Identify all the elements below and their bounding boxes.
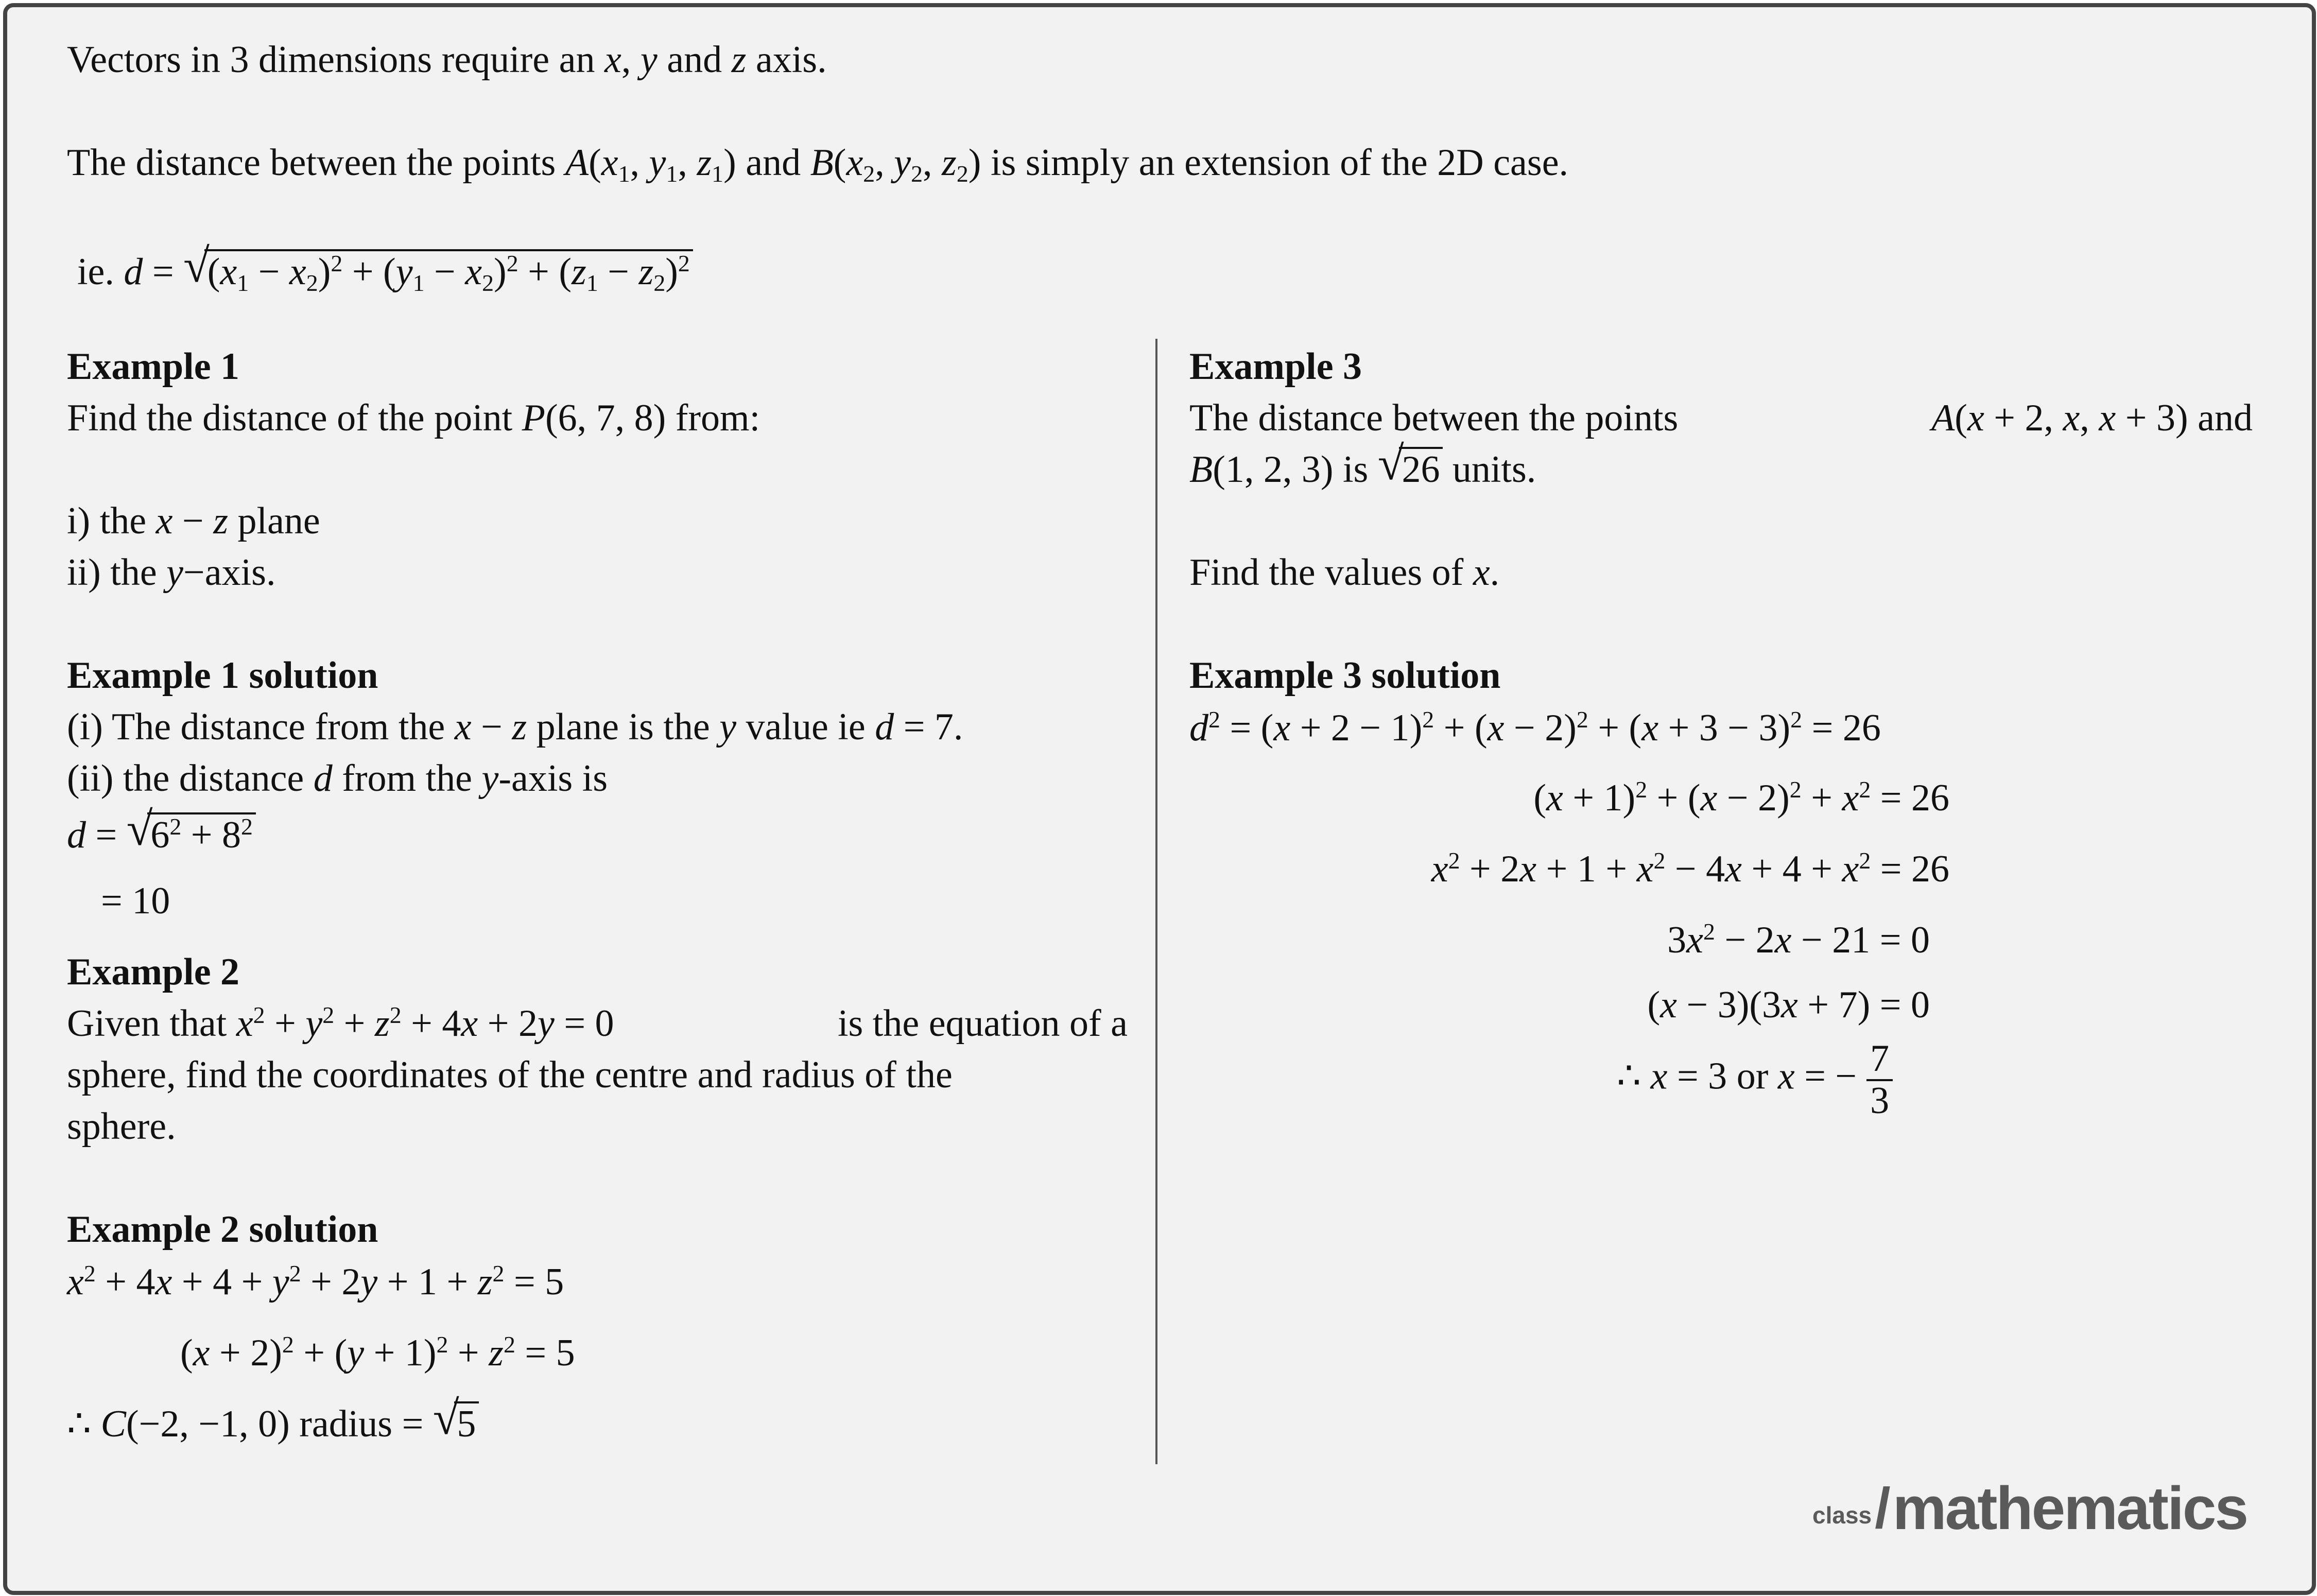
example-3-solution-line-5: (x − 3)(3x + 7) = 0 <box>1647 984 1930 1026</box>
example-1-text: i) the <box>67 500 156 542</box>
example-3-text: is <box>1333 448 1378 491</box>
example-2-heading: Example 2 <box>67 951 240 993</box>
logo-swoosh-icon: / <box>1875 1477 1891 1540</box>
example-2-solution-line-2: $(x + 2)^2 + (y + 1)^2 + z^2 = 5$ <box>180 1331 575 1374</box>
formula-prefix: ie. <box>77 251 124 293</box>
example-3-text: units. <box>1443 448 1536 491</box>
example-2-prompt-line-3: sphere. <box>67 1105 176 1148</box>
example-3-solution-line-3: $x^2 + 2x + 1 + x^2 - 4x + 4 + x^2 = 26$ <box>1431 847 1949 890</box>
example-3-prompt-line-2: B(1, 2, 3) is √ 26 units. <box>1189 437 1536 491</box>
example-1-solution-i: (i) The distance from the x − z plane is the y value ie d = 7. <box>67 706 963 748</box>
intro-text: and <box>657 39 732 81</box>
example-1-solution-text: (ii) the distance <box>67 757 314 800</box>
example-2-solution-line-1: $x^2 + 4x + 4 + y^2 + 2y + 1 + z^2 = 5$ <box>67 1260 564 1303</box>
column-divider <box>1155 339 1157 1464</box>
example-1-text: ii) the <box>67 551 167 594</box>
example-2-given: Given that $x^2 + y^2 + z^2 + 4x + 2y = 0$ <box>67 1001 614 1045</box>
example-1-solution-text: plane is the <box>527 706 720 748</box>
example-3-solution-line-6: ∴ x = 3 or x = − $\frac{7}{3}$ <box>1617 1039 1893 1121</box>
intro-line-2: The distance between the points $A(x_1$, $y_1$, $z_1$) and $B(x_2$, $y_2$, $z_2$) is simply an extension of the 2D case. <box>67 142 1569 187</box>
example-3-find: Find the values of x. <box>1189 551 1500 594</box>
example-1-solution-result: = 10 <box>101 880 170 922</box>
example-3-text: and <box>2188 397 2253 439</box>
example-1-solution-text: value ie <box>736 706 875 748</box>
example-2-prompt-line-2: sphere, find the coordinates of the centre and radius of the <box>67 1054 953 1096</box>
fraction-seven-thirds: $\frac{7}{3}$ <box>1866 1039 1893 1121</box>
intro-line-1: Vectors in 3 dimensions require an x, y and z axis. <box>67 39 827 81</box>
example-1-solution-sqrt: d = √ $6^2 + 8^2$ <box>67 809 256 861</box>
intro-text: The distance between the points <box>67 142 565 184</box>
example-3-solution-line-4: $3x^2 - 2x - 21 = 0$ <box>1667 918 1930 961</box>
example-1-part-i: i) the x − z plane <box>67 500 320 542</box>
intro-text: and <box>736 142 810 184</box>
example-2-text: Given that <box>67 1002 236 1045</box>
example-2-text: is the equation of a <box>837 1002 1128 1045</box>
example-1-prompt: Find the distance of the point P(6, 7, 8) from: <box>67 397 760 439</box>
example-3-heading: Example 3 <box>1189 345 1362 388</box>
example-3-prompt-line-1 <box>1189 392 2253 444</box>
intro-text: axis. <box>746 39 827 81</box>
intro-text: Vectors in 3 dimensions require an <box>67 39 604 81</box>
or-label: or <box>1727 1055 1778 1098</box>
example-1-text: Find the distance of the point <box>67 397 522 439</box>
example-1-text: from: <box>666 397 760 439</box>
example-3-text: Find the values of <box>1189 551 1473 594</box>
example-1-text: plane <box>228 500 320 542</box>
intro-text: is simply an extension of the 2D case. <box>981 142 1569 184</box>
logo-big-text: mathematics <box>1892 1474 2247 1542</box>
example-1-solution-text: from the <box>332 757 482 800</box>
example-1-heading: Example 1 <box>67 345 240 388</box>
example-2-solution-line-3: ∴ C(−2, −1, 0) radius = √ 5 <box>67 1398 479 1450</box>
example-1-solution-text: -axis is <box>498 757 608 800</box>
example-3-solution-heading: Example 3 solution <box>1189 654 1501 697</box>
example-3-point-a: A(x + 2, x, x + 3) and <box>1931 397 2253 439</box>
example-3-text: The distance between the points <box>1189 397 1679 439</box>
example-1-solution-text: (i) The distance from the <box>67 706 455 748</box>
example-1-text: −axis. <box>183 551 276 594</box>
example-3-solution-line-1: $d^2 = (x + 2 - 1)^2 + (x - 2)^2 + (x + 3 - 3)^2 = 26$ <box>1189 706 1881 749</box>
example-1-solution-ii: (ii) the distance d from the y-axis is <box>67 757 608 800</box>
distance-formula: ie. d = √ $(x_1 - x_2)^2 + (y_1 - x_2)^2 + (z_1 - z_2)^2$ <box>77 246 693 298</box>
example-1-solution-heading: Example 1 solution <box>67 654 378 697</box>
example-2-prompt-line-1 <box>67 998 1128 1049</box>
logo-small-text: class <box>1812 1502 1872 1529</box>
example-2-solution-heading: Example 2 solution <box>67 1208 378 1251</box>
classmathematics-logo <box>1812 1474 2247 1542</box>
example-3-solution-line-2: $(x + 1)^2 + (x - 2)^2 + x^2 = 26$ <box>1533 776 1949 819</box>
radius-label: radius <box>289 1403 402 1445</box>
example-1-part-ii: ii) the y−axis. <box>67 551 276 594</box>
